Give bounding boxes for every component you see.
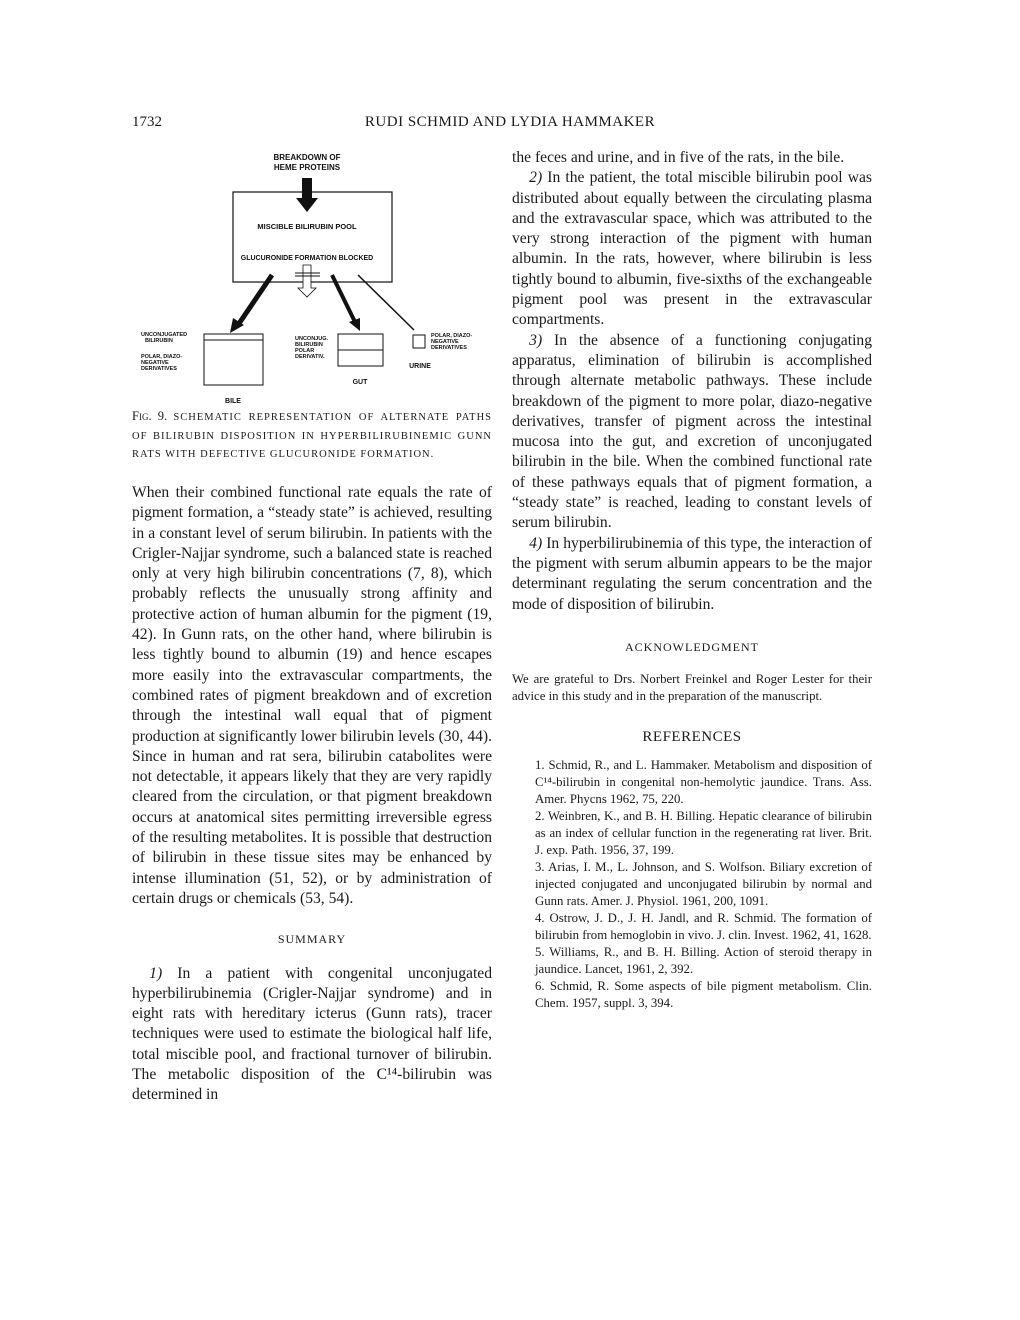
label-heme: HEME PROTEINS xyxy=(273,163,341,172)
running-header: RUDI SCHMID AND LYDIA HAMMAKER xyxy=(364,114,656,130)
reference-item: 3. Arias, I. M., L. Johnson, and S. Wolfson. Biliary excretion of injected conjugated and unconjugated bilirubin by normal and Gunn rats. Amer. J. Physiol. 1961, 200, 1091. xyxy=(535,860,872,909)
item-number: 1) xyxy=(149,964,163,982)
pool-box xyxy=(233,192,392,282)
summary-item-3 xyxy=(512,331,872,534)
gut-label: POLAR xyxy=(295,348,315,354)
urine-box xyxy=(413,335,425,348)
summary-heading: SUMMARY xyxy=(277,932,347,947)
bile-box xyxy=(204,334,263,385)
arrow-to-urine xyxy=(358,275,414,330)
references-heading: REFERENCES xyxy=(642,729,742,746)
down-arrow xyxy=(296,178,318,212)
label-blocked: GLUCURONIDE FORMATION BLOCKED xyxy=(240,255,374,262)
gut-label: UNCONJUG. xyxy=(295,336,329,342)
urine-label: DERIVATIVES xyxy=(431,345,467,351)
gut-label: DERIVATIV. xyxy=(295,354,325,360)
reference-item: 4. Ostrow, J. D., J. H. Jandl, and R. Schmid. The formation of bilirubin from hemoglobin in vivo. J. clin. Invest. 1962, 41, 1628. xyxy=(535,911,872,943)
summary-item-4 xyxy=(512,534,872,615)
body-paragraph: the feces and urine, and in five of the rats, in the bile. xyxy=(512,149,845,166)
label-breakdown: BREAKDOWN OF xyxy=(273,153,341,162)
summary-item-1 xyxy=(132,964,492,1106)
reference-item: 5. Williams, R., and B. H. Billing. Action of steroid therapy in jaundice. Lancet, 1961, 2, 392. xyxy=(535,945,872,977)
reference-item: 2. Weinbren, K., and B. H. Billing. Hepatic clearance of bilirubin as an index of cellular function in the regenerating rat liver. Brit. J. exp. Path. 1956, 37, 199. xyxy=(535,809,872,858)
bile-label: UNCONJUGATED xyxy=(141,332,188,338)
figure-diagram xyxy=(0,0,520,410)
item-text: In a patient with congenital unconjugated hyperbilirubinemia (Crigler-Najjar syndrome) and in eight rats with hereditary icterus (Gunn rats), tracer techniques were used to estimate the biological half life, total miscible pool, and fractional turnover of bilirubin. The metabolic disposition of the C¹⁴-bilirubin was determined in xyxy=(132,964,492,1104)
right-column xyxy=(512,148,872,1012)
bile-label: POLAR, DIAZO- xyxy=(141,354,183,360)
bile-label: BILIRUBIN xyxy=(145,338,173,344)
blocked-arrow xyxy=(298,265,316,297)
urine-label: POLAR, DIAZO- xyxy=(431,333,473,339)
gut-title: GUT xyxy=(352,379,368,386)
item-number: 4) xyxy=(529,534,543,552)
reference-item: 1. Schmid, R., and L. Hammaker. Metabolism and disposition of C¹⁴-bilirubin in congenital non-hemolytic jaundice. Trans. Ass. Amer. Phycns 1962, 75, 220. xyxy=(535,758,872,807)
bile-label: DERIVATIVES xyxy=(141,366,177,372)
left-column xyxy=(132,483,492,1106)
caption-text: SCHEMATIC REPRESENTATION OF ALTERNATE PATHS OF BILIRUBIN DISPOSITION IN HYPERBILIRUBINEMIC GUNN RATS WITH DEFECTIVE GLUCURONIDE FORMATION. xyxy=(132,412,492,460)
item-text: In hyperbilirubinemia of this type, the interaction of the pigment with serum albumin appears to be the major determinant regulating the serum concentration and the mode of disposition of bilirubin. xyxy=(512,534,872,613)
body-paragraph: When their combined functional rate equals the rate of pigment formation, a “steady state” is achieved, resulting in a constant level of serum bilirubin. In patients with the Crigler-Najjar syndrome, such a balanced state is reached only at very high bilirubin concentrations (7, 8), which probably reflects the unusually strong affinity and protective action of human albumin for the pigment (19, 42). In Gunn rats, on the other hand, where bilirubin is less tightly bound to albumin (19) and hence escapes more easily into the extravascular compartments, the combined rates of pigment breakdown and of excretion through the intestinal wall equal that of pigment production at significantly lower bilirubin levels (30, 44). Since in human and rat sera, bilirubin catabolites were not detectable, it appears likely that they are very rapidly cleared from the circulation, or that pigment breakdown occurs at anatomical sites permitting irreversible egress of the resulting metabolites. It is possible that destruction of bilirubin in these tissue sites may be enhanced by intense illumination (51, 52), or by administration of certain drugs or chemicals (53, 54). xyxy=(132,484,492,907)
urine-label: NEGATIVE xyxy=(431,339,459,345)
figure-caption xyxy=(132,408,492,464)
caption-label: Fig. 9. xyxy=(132,409,168,423)
item-text: In the absence of a functioning conjugating apparatus, elimination of bilirubin is accomplished through alternate metabolic pathways. These include breakdown of the pigment to more polar, diazo-negative derivatives, transfer of pigment across the intestinal mucosa into the gut, and excretion of unconjugated bilirubin in the bile. When the combined functional rate of these pathways equals that of pigment formation, a “steady state” is reached, leading to constant levels of serum bilirubin. xyxy=(512,331,872,532)
item-text: In the patient, the total miscible bilirubin pool was distributed about equally between the circulating plasma and the extravascular space, which was attributed to the very strong interaction of the pigment with human albumin. In the rats, however, where bilirubin is less tightly bound to albumin, five-sixths of the exchangeable pigment pool was present in the extravascular compartments. xyxy=(512,169,872,329)
gut-label: BILIRUBIN xyxy=(295,342,323,348)
item-number: 2) xyxy=(529,169,543,187)
bile-title: BILE xyxy=(225,398,241,405)
bile-label: NEGATIVE xyxy=(141,360,169,366)
label-pool: MISCIBLE BILIRUBIN POOL xyxy=(257,222,357,231)
summary-item-2 xyxy=(512,168,872,330)
acknowledgment-text: We are grateful to Drs. Norbert Freinkel and Roger Lester for their advice in this study and in the preparation of the manuscript. xyxy=(512,672,872,704)
acknowledgment-heading: ACKNOWLEDGMENT xyxy=(625,639,759,654)
urine-title: URINE xyxy=(409,363,431,370)
item-number: 3) xyxy=(529,331,543,349)
reference-item: 6. Schmid, R. Some aspects of bile pigment metabolism. Clin. Chem. 1957, suppl. 3, 394. xyxy=(535,979,872,1011)
page-number: 1732 xyxy=(132,114,162,130)
